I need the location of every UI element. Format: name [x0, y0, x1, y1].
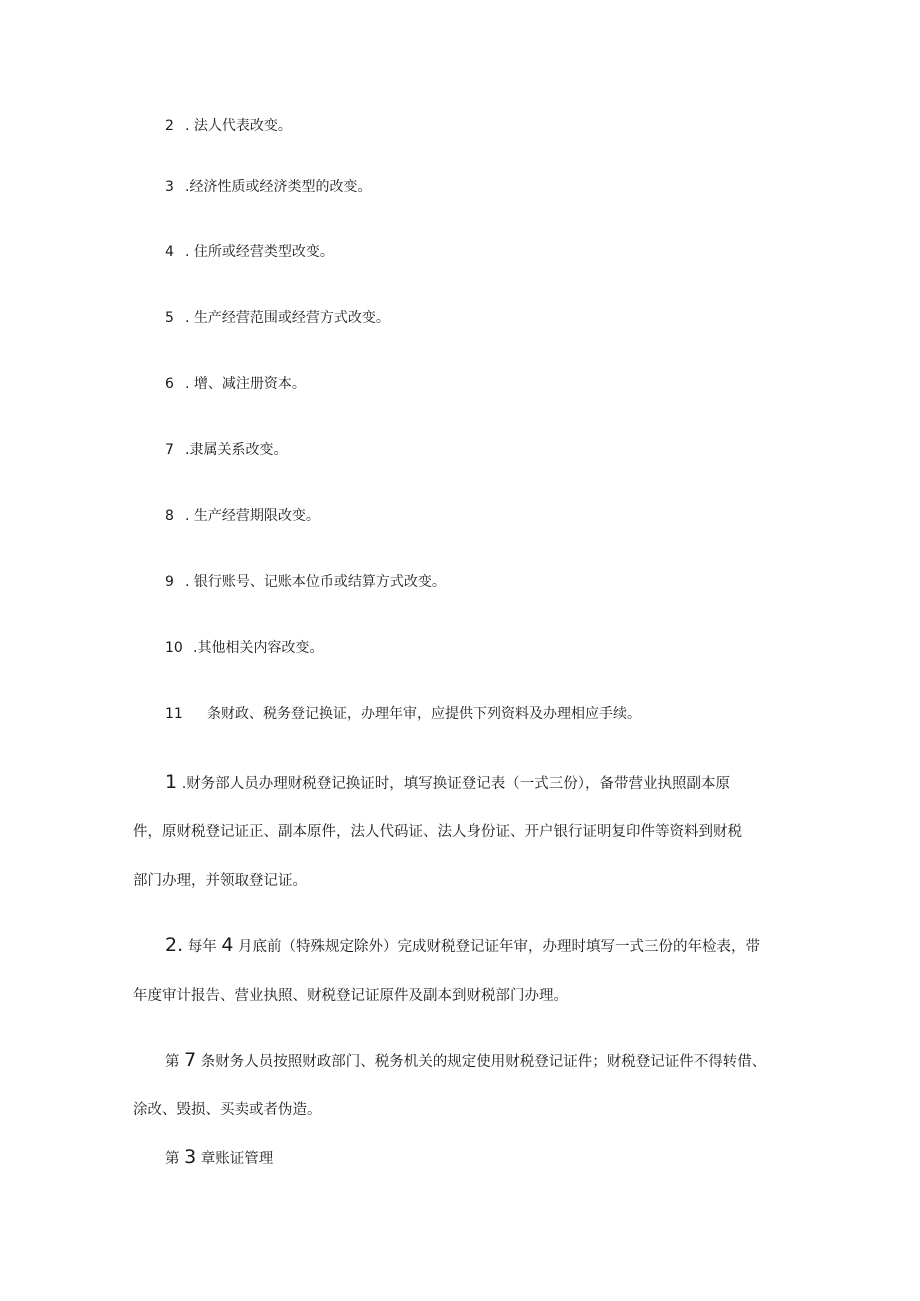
list-item-text: .其他相关内容改变。 — [193, 640, 324, 656]
list-item — [165, 374, 306, 394]
paragraph-1-text-1: .财务部人员办理财税登记换证时，填写换证登记表（一式三份），备带营业执照副本原 — [177, 776, 731, 792]
list-item-text: . 生产经营期限改变。 — [185, 508, 320, 524]
list-item-text: . 银行账号、记账本位币或结算方式改变。 — [185, 574, 446, 590]
paragraph-1-line-3: 部门办理，并领取登记证。 — [133, 873, 307, 889]
paragraph-1-number: 1 — [165, 771, 178, 793]
list-item-number: 2 — [165, 118, 174, 134]
list-item-number: 3 — [165, 179, 174, 195]
paragraph-3-line-2: 涂改、毁损、买卖或者伪造。 — [133, 1102, 322, 1118]
paragraph-2-line-2: 年度审计报告、营业执照、财税登记证原件及副本到财税部门办理。 — [133, 988, 568, 1004]
list-item — [165, 440, 287, 460]
list-item-number: 10 — [165, 640, 183, 656]
paragraph-3-line-1 — [165, 1050, 766, 1072]
list-item — [165, 704, 641, 724]
paragraph-3-text-1: 条财务人员按照财政部门、税务机关的规定使用财税登记证件；财税登记证件不得转借、 — [196, 1054, 767, 1070]
list-item — [165, 116, 292, 136]
list-item-number: 8 — [165, 508, 174, 524]
paragraph-3-number: 7 — [184, 1049, 197, 1071]
list-item — [165, 572, 446, 592]
paragraph-1-line-1 — [165, 772, 730, 794]
paragraph-1-line-2: 件，原财税登记证正、副本原件，法人代码证、法人身份证、开户银行证明复印件等资料到财税 — [133, 824, 742, 840]
list-item-number: 9 — [165, 574, 174, 590]
list-item-text: .经济性质或经济类型的改变。 — [185, 179, 372, 195]
paragraph-2-number: 2. — [165, 934, 184, 956]
paragraph-2-text-b: 月底前（特殊规定除外）完成财税登记证年审，办理时填写一式三份的年检表，带 — [233, 939, 761, 955]
list-item — [165, 177, 371, 197]
list-item-number: 6 — [165, 376, 174, 392]
chapter-title: 章账证管理 — [196, 1151, 274, 1167]
chapter-number: 3 — [184, 1146, 197, 1168]
list-item-text: . 法人代表改变。 — [185, 118, 292, 134]
list-item-text: 条财政、税务登记换证，办理年审，应提供下列资料及办理相应手续。 — [207, 706, 641, 722]
chapter-prefix: 第 — [165, 1151, 185, 1167]
list-item — [165, 638, 323, 658]
paragraph-3-prefix: 第 — [165, 1054, 185, 1070]
list-item-number: 4 — [165, 244, 174, 260]
list-item — [165, 242, 334, 262]
list-item-text: . 增、减注册资本。 — [185, 376, 306, 392]
list-item-text: . 住所或经营类型改变。 — [185, 244, 334, 260]
list-item — [165, 308, 390, 328]
list-item-number: 5 — [165, 310, 174, 326]
list-item-text: . 生产经营范围或经营方式改变。 — [185, 310, 390, 326]
list-item-number: 7 — [165, 442, 174, 458]
list-item — [165, 506, 320, 526]
chapter-heading — [165, 1147, 273, 1169]
list-item-number: 11 — [165, 706, 183, 722]
paragraph-2-line-1 — [165, 935, 760, 957]
paragraph-2-text-a: 每年 — [183, 939, 222, 955]
list-item-text: .隶属关系改变。 — [185, 442, 288, 458]
paragraph-2-month: 4 — [221, 934, 234, 956]
